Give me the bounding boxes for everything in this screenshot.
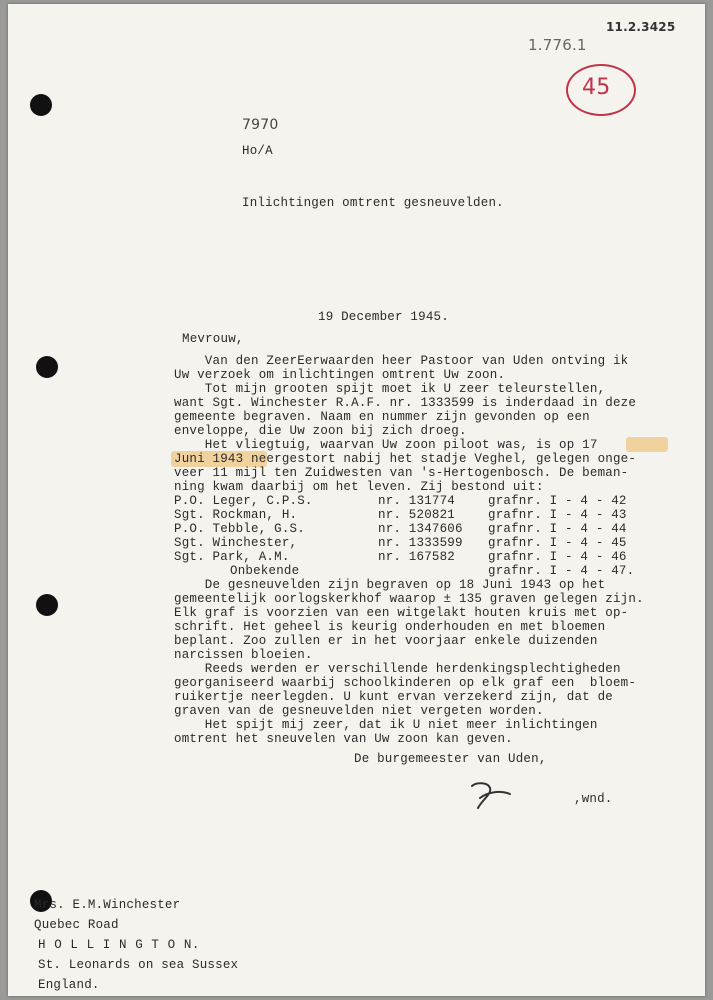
- letter-page: [8, 4, 705, 996]
- paragraph-3-line: Juni 1943 neergestort nabij het stadje Veghel, gelegen onge-: [174, 452, 637, 466]
- paragraph-2-line: gemeente begraven. Naam en nummer zijn gevonden op een: [174, 410, 590, 424]
- paragraph-4-line: gemeentelijk oorlogskerkhof waarop ± 135 graven gelegen zijn.: [174, 592, 644, 606]
- paragraph-4-line: De gesneuvelden zijn begraven op 18 Juni 1943 op het: [174, 578, 606, 592]
- crew-name: P.O. Tebble, G.S.: [174, 522, 305, 536]
- punch-hole: [36, 594, 58, 616]
- paragraph-2-line: Tot mijn grooten spijt moet ik U zeer teleurstellen,: [174, 382, 606, 396]
- paragraph-3-line: veer 11 mijl ten Zuidwesten van 's-Hertogenbosch. De beman-: [174, 466, 629, 480]
- paragraph-3-line: Het vliegtuig, waarvan Uw zoon piloot was, is op 17: [174, 438, 598, 452]
- closing: De burgemeester van Uden,: [354, 752, 547, 766]
- address-line: Mrs. E.M.Winchester: [34, 898, 181, 912]
- crew-name: Onbekende: [230, 564, 300, 578]
- crew-service-number: nr. 1347606: [378, 522, 463, 536]
- crew-service-number: nr. 131774: [378, 494, 456, 508]
- paragraph-1-line: Van den ZeerEerwaarden heer Pastoor van Uden ontving ik: [174, 354, 629, 368]
- address-line: H O L L I N G T O N.: [38, 938, 201, 952]
- crew-name: Sgt. Winchester,: [174, 536, 298, 550]
- address-line: St. Leonards on sea Sussex: [38, 958, 239, 972]
- wnd-note: ,wnd.: [574, 792, 613, 806]
- circled-number: 45: [582, 75, 611, 100]
- archive-number: 11.2.3425: [606, 20, 676, 34]
- crew-name: Sgt. Park, A.M.: [174, 550, 290, 564]
- file-number: 1.776.1: [528, 36, 587, 54]
- crew-service-number: nr. 1333599: [378, 536, 463, 550]
- signature-mark: [466, 780, 518, 814]
- crew-service-number: nr. 167582: [378, 550, 456, 564]
- paragraph-1-line: Uw verzoek om inlichtingen omtrent Uw zoon.: [174, 368, 506, 382]
- crew-grave-number: grafnr. I - 4 - 45: [488, 536, 627, 550]
- paragraph-4-line: schrift. Het geheel is keurig onderhouden en met bloemen: [174, 620, 606, 634]
- letter-number: 7970: [242, 117, 279, 133]
- crew-name: P.O. Leger, C.P.S.: [174, 494, 313, 508]
- address-line: England.: [38, 978, 100, 992]
- paragraph-3-line: ning kwam daarbij om het leven. Zij bestond uit:: [174, 480, 544, 494]
- paragraph-5-line: graven van de gesneuvelden niet vergeten worden.: [174, 704, 544, 718]
- paragraph-4-line: Elk graf is voorzien van een witgelakt houten kruis met op-: [174, 606, 629, 620]
- punch-hole: [36, 356, 58, 378]
- date: 19 December 1945.: [318, 310, 449, 324]
- highlight-mark: [626, 437, 668, 452]
- paragraph-6-line: Het spijt mij zeer, dat ik U niet meer inlichtingen: [174, 718, 598, 732]
- salutation: Mevrouw,: [182, 332, 244, 346]
- crew-grave-number: grafnr. I - 4 - 42: [488, 494, 627, 508]
- address-line: Quebec Road: [34, 918, 119, 932]
- paragraph-5-line: Reeds werden er verschillende herdenkingsplechtigheden: [174, 662, 621, 676]
- paragraph-5-line: georganiseerd waarbij schoolkinderen op elk graf een bloem-: [174, 676, 637, 690]
- crew-grave-number: grafnr. I - 4 - 46: [488, 550, 627, 564]
- crew-service-number: nr. 520821: [378, 508, 456, 522]
- punch-hole: [30, 94, 52, 116]
- paragraph-4-line: beplant. Zoo zullen er in het voorjaar enkele duizenden: [174, 634, 598, 648]
- crew-grave-number: grafnr. I - 4 - 47.: [488, 564, 635, 578]
- paragraph-5-line: ruikertje neerlegden. U kunt ervan verzekerd zijn, dat de: [174, 690, 613, 704]
- crew-grave-number: grafnr. I - 4 - 43: [488, 508, 627, 522]
- paragraph-4-line: narcissen bloeien.: [174, 648, 313, 662]
- subject: Inlichtingen omtrent gesneuvelden.: [242, 196, 504, 210]
- paragraph-2-line: want Sgt. Winchester R.A.F. nr. 1333599 is inderdaad in deze: [174, 396, 637, 410]
- crew-grave-number: grafnr. I - 4 - 44: [488, 522, 627, 536]
- paragraph-6-line: omtrent het sneuvelen van Uw zoon kan geven.: [174, 732, 513, 746]
- reference: Ho/A: [242, 144, 273, 158]
- paragraph-2-line: enveloppe, die Uw zoon bij zich droeg.: [174, 424, 467, 438]
- crew-name: Sgt. Rockman, H.: [174, 508, 298, 522]
